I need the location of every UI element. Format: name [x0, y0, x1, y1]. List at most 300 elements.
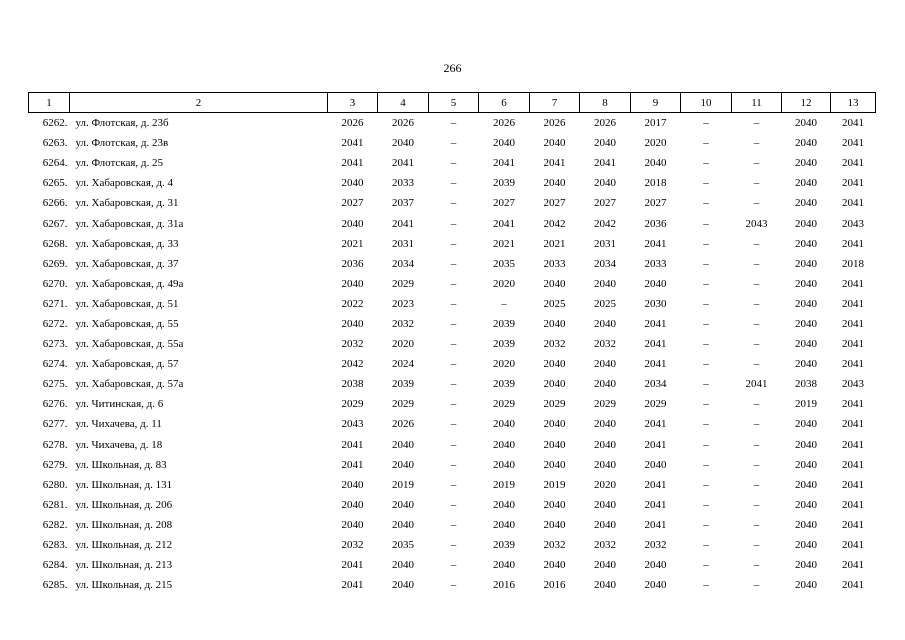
year-cell: 2040: [795, 358, 817, 371]
year-cell: 2040: [594, 498, 616, 511]
table-row: [29, 234, 876, 254]
table-row: [29, 334, 876, 354]
year-cell: 2040: [543, 177, 566, 190]
address-cell: ул. Флотская, д. 25: [75, 157, 164, 170]
address-cell: ул. Флотская, д. 23в: [75, 137, 169, 150]
address-cell: ул. Хабаровская, д. 4: [75, 177, 174, 190]
year-cell: 2040: [795, 418, 817, 431]
year-cell: 2041: [644, 338, 667, 351]
year-cell: 2041: [644, 418, 667, 431]
year-cell: –: [703, 237, 709, 250]
year-cell: 2040: [795, 438, 817, 451]
year-cell: 2043: [745, 217, 768, 230]
year-cell: 2040: [341, 277, 364, 290]
year-cell: 2020: [594, 478, 616, 491]
year-cell: 2041: [493, 217, 515, 230]
year-cell: 2040: [795, 478, 817, 491]
year-cell: 2041: [341, 438, 364, 451]
year-cell: 2040: [493, 418, 515, 431]
year-cell: 2038: [795, 378, 817, 391]
year-cell: 2018: [842, 257, 864, 270]
year-cell: –: [753, 418, 760, 431]
column-header-11: 11: [732, 93, 782, 113]
table-body: [29, 113, 876, 596]
year-cell: 2025: [543, 297, 566, 310]
year-cell: 2041: [842, 338, 864, 351]
year-cell: 2041: [644, 237, 667, 250]
table-row: [29, 475, 876, 495]
year-cell: –: [450, 197, 457, 210]
address-cell: ул. Хабаровская, д. 51: [75, 297, 179, 310]
year-cell: 2041: [842, 137, 864, 150]
address-cell: ул. Хабаровская, д. 37: [75, 257, 179, 270]
year-cell: 2025: [594, 297, 616, 310]
year-cell: 2040: [795, 257, 817, 270]
year-cell: 2020: [493, 277, 515, 290]
year-cell: 2041: [644, 518, 667, 531]
year-cell: 2041: [341, 579, 364, 592]
address-cell: ул. Школьная, д. 131: [75, 478, 173, 491]
year-cell: –: [703, 559, 709, 572]
address-cell: ул. Хабаровская, д. 57а: [75, 378, 184, 391]
year-cell: –: [753, 317, 760, 330]
year-cell: 2040: [341, 478, 364, 491]
year-cell: 2040: [543, 317, 566, 330]
year-cell: –: [703, 217, 709, 230]
year-cell: 2029: [392, 277, 414, 290]
year-cell: –: [703, 418, 709, 431]
year-cell: 2041: [842, 559, 864, 572]
address-cell: ул. Школьная, д. 213: [75, 559, 173, 572]
year-cell: 2041: [842, 478, 864, 491]
year-cell: 2040: [594, 177, 616, 190]
year-cell: –: [703, 317, 709, 330]
year-cell: –: [450, 478, 457, 491]
year-cell: 2042: [594, 217, 616, 230]
year-cell: 2041: [842, 398, 864, 411]
table-row: [29, 535, 876, 555]
year-cell: 2042: [543, 217, 566, 230]
year-cell: –: [450, 177, 457, 190]
year-cell: 2040: [795, 579, 817, 592]
row-number: 6267.: [42, 217, 68, 230]
year-cell: 2030: [644, 297, 667, 310]
year-cell: 2024: [392, 358, 414, 371]
table-row: [29, 354, 876, 374]
year-cell: –: [450, 579, 457, 592]
year-cell: –: [703, 458, 709, 471]
year-cell: 2034: [644, 378, 667, 391]
year-cell: 2040: [493, 498, 515, 511]
year-cell: 2040: [543, 458, 566, 471]
year-cell: 2029: [392, 398, 414, 411]
year-cell: 2041: [842, 438, 864, 451]
year-cell: –: [703, 438, 709, 451]
year-cell: 2033: [392, 177, 414, 190]
year-cell: 2041: [644, 478, 667, 491]
row-number: 6276.: [42, 398, 68, 411]
year-cell: 2041: [842, 237, 864, 250]
address-cell: ул. Хабаровская, д. 57: [75, 358, 179, 371]
year-cell: 2040: [392, 518, 414, 531]
table-row: [29, 515, 876, 535]
year-cell: 2040: [594, 137, 616, 150]
table-row: [29, 193, 876, 213]
year-cell: 2040: [644, 559, 667, 572]
year-cell: 2040: [594, 317, 616, 330]
year-cell: 2040: [644, 579, 667, 592]
year-cell: 2027: [341, 197, 364, 210]
year-cell: –: [450, 317, 457, 330]
address-cell: ул. Хабаровская, д. 31а: [75, 217, 184, 230]
year-cell: –: [450, 398, 457, 411]
year-cell: 2031: [594, 237, 616, 250]
year-cell: 2039: [392, 378, 414, 391]
row-number: 6281.: [42, 498, 68, 511]
year-cell: –: [703, 498, 709, 511]
year-cell: 2040: [795, 197, 817, 210]
year-cell: 2039: [493, 177, 515, 190]
row-number: 6277.: [42, 418, 68, 431]
row-number: 6266.: [42, 197, 68, 210]
column-header-5: 5: [429, 93, 479, 113]
row-number: 6271.: [42, 297, 68, 310]
year-cell: –: [703, 197, 709, 210]
year-cell: 2034: [392, 257, 414, 270]
year-cell: –: [753, 539, 760, 552]
address-cell: ул. Чихачева, д. 18: [75, 438, 163, 451]
year-cell: 2033: [543, 257, 566, 270]
year-cell: –: [753, 478, 760, 491]
year-cell: 2041: [644, 317, 667, 330]
year-cell: 2041: [842, 458, 864, 471]
year-cell: 2040: [543, 277, 566, 290]
year-cell: 2040: [392, 559, 414, 572]
year-cell: 2040: [594, 358, 616, 371]
year-cell: 2041: [842, 117, 864, 130]
year-cell: –: [703, 539, 709, 552]
table-row: [29, 495, 876, 515]
year-cell: –: [753, 137, 760, 150]
year-cell: 2040: [594, 458, 616, 471]
row-number: 6273.: [42, 338, 68, 351]
row-number: 6264.: [42, 157, 68, 170]
year-cell: 2041: [392, 217, 414, 230]
year-cell: 2032: [543, 338, 566, 351]
year-cell: 2029: [341, 398, 364, 411]
table-row: [29, 153, 876, 173]
year-cell: 2022: [341, 297, 364, 310]
row-number: 6284.: [42, 559, 68, 572]
table-row: [29, 274, 876, 294]
column-header-4: 4: [378, 93, 429, 113]
column-header-7: 7: [530, 93, 580, 113]
year-cell: 2040: [341, 498, 364, 511]
year-cell: –: [450, 157, 457, 170]
year-cell: 2026: [493, 117, 515, 130]
table-row: [29, 414, 876, 434]
row-number: 6272.: [42, 317, 68, 330]
year-cell: –: [703, 579, 709, 592]
year-cell: 2026: [594, 117, 616, 130]
year-cell: 2020: [644, 137, 667, 150]
year-cell: 2040: [795, 297, 817, 310]
year-cell: 2040: [392, 579, 414, 592]
year-cell: 2040: [341, 177, 364, 190]
year-cell: 2040: [543, 378, 566, 391]
year-cell: 2019: [493, 478, 515, 491]
year-cell: 2040: [341, 518, 364, 531]
address-cell: ул. Школьная, д. 212: [75, 539, 173, 552]
year-cell: 2040: [543, 518, 566, 531]
address-cell: ул. Школьная, д. 215: [75, 579, 173, 592]
year-cell: 2040: [644, 458, 667, 471]
row-number: 6285.: [42, 579, 68, 592]
year-cell: 2040: [594, 277, 616, 290]
year-cell: 2027: [594, 197, 616, 210]
year-cell: –: [753, 338, 760, 351]
year-cell: 2032: [392, 317, 414, 330]
year-cell: –: [753, 358, 760, 371]
year-cell: 2040: [543, 358, 566, 371]
year-cell: –: [450, 498, 457, 511]
year-cell: 2040: [795, 539, 817, 552]
year-cell: 2040: [392, 438, 414, 451]
year-cell: –: [703, 338, 709, 351]
year-cell: 2041: [842, 157, 864, 170]
year-cell: 2041: [644, 358, 667, 371]
year-cell: 2040: [594, 438, 616, 451]
table-row: [29, 213, 876, 233]
year-cell: –: [753, 157, 760, 170]
year-cell: 2039: [493, 338, 515, 351]
year-cell: 2041: [341, 559, 364, 572]
year-cell: 2040: [795, 317, 817, 330]
year-cell: 2040: [493, 518, 515, 531]
table-row: [29, 113, 876, 134]
row-number: 6265.: [42, 177, 68, 190]
year-cell: 2041: [493, 157, 515, 170]
table-row: [29, 374, 876, 394]
year-cell: 2029: [543, 398, 566, 411]
year-cell: 2041: [842, 579, 864, 592]
row-number: 6278.: [42, 438, 68, 451]
year-cell: –: [753, 117, 760, 130]
year-cell: 2035: [392, 539, 414, 552]
year-cell: 2040: [543, 418, 566, 431]
year-cell: 2040: [795, 117, 817, 130]
column-header-6: 6: [479, 93, 530, 113]
year-cell: 2040: [795, 498, 817, 511]
year-cell: –: [450, 438, 457, 451]
table-row: [29, 294, 876, 314]
year-cell: 2041: [644, 438, 667, 451]
year-cell: –: [753, 237, 760, 250]
address-cell: ул. Школьная, д. 206: [75, 498, 173, 511]
year-cell: 2032: [341, 539, 364, 552]
row-number: 6283.: [42, 539, 68, 552]
address-cell: ул. Школьная, д. 83: [75, 458, 167, 471]
year-cell: –: [753, 177, 760, 190]
year-cell: –: [703, 478, 709, 491]
year-cell: 2040: [795, 217, 817, 230]
table-row: [29, 575, 876, 595]
year-cell: 2039: [493, 378, 515, 391]
row-number: 6270.: [42, 277, 68, 290]
year-cell: –: [703, 177, 709, 190]
year-cell: 2027: [543, 197, 566, 210]
column-header-10: 10: [681, 93, 732, 113]
year-cell: –: [753, 518, 760, 531]
table-row: [29, 555, 876, 575]
year-cell: 2041: [842, 177, 864, 190]
year-cell: –: [703, 277, 709, 290]
year-cell: 2037: [392, 197, 414, 210]
year-cell: 2017: [644, 117, 667, 130]
year-cell: 2040: [644, 277, 667, 290]
year-cell: 2040: [493, 559, 515, 572]
year-cell: 2029: [594, 398, 616, 411]
year-cell: 2043: [842, 217, 864, 230]
address-cell: ул. Чихачева, д. 11: [75, 418, 162, 431]
year-cell: –: [703, 358, 709, 371]
year-cell: 2016: [493, 579, 515, 592]
year-cell: –: [753, 498, 760, 511]
column-header-8: 8: [580, 93, 631, 113]
year-cell: 2041: [842, 197, 864, 210]
year-cell: 2019: [543, 478, 566, 491]
year-cell: 2040: [644, 157, 667, 170]
year-cell: –: [450, 217, 457, 230]
year-cell: –: [753, 559, 760, 572]
row-number: 6269.: [42, 257, 68, 270]
year-cell: 2040: [543, 137, 566, 150]
year-cell: 2021: [543, 237, 566, 250]
year-cell: 2040: [594, 559, 616, 572]
table-row: [29, 394, 876, 414]
year-cell: 2040: [795, 338, 817, 351]
year-cell: –: [450, 137, 457, 150]
year-cell: –: [450, 277, 457, 290]
year-cell: –: [703, 157, 709, 170]
year-cell: 2043: [341, 418, 364, 431]
year-cell: 2032: [341, 338, 364, 351]
year-cell: 2019: [795, 398, 817, 411]
year-cell: 2027: [493, 197, 515, 210]
year-cell: 2035: [493, 257, 515, 270]
year-cell: 2040: [795, 518, 817, 531]
year-cell: 2029: [644, 398, 667, 411]
year-cell: 2042: [341, 358, 364, 371]
year-cell: –: [703, 137, 709, 150]
column-header-2: 2: [70, 93, 328, 113]
year-cell: 2039: [493, 317, 515, 330]
year-cell: 2040: [392, 137, 414, 150]
housing-register-table: [28, 92, 876, 595]
year-cell: 2041: [842, 358, 864, 371]
year-cell: –: [450, 458, 457, 471]
year-cell: –: [753, 257, 760, 270]
year-cell: 2043: [842, 378, 864, 391]
year-cell: 2041: [842, 539, 864, 552]
column-header-9: 9: [631, 93, 681, 113]
year-cell: 2031: [392, 237, 414, 250]
address-cell: ул. Школьная, д. 208: [75, 518, 173, 531]
table-row: [29, 435, 876, 455]
column-header-13: 13: [831, 93, 876, 113]
year-cell: 2040: [594, 518, 616, 531]
year-cell: 2040: [795, 157, 817, 170]
year-cell: –: [703, 398, 709, 411]
year-cell: 2041: [594, 157, 616, 170]
year-cell: 2019: [392, 478, 414, 491]
year-cell: –: [703, 297, 709, 310]
row-number: 6275.: [42, 378, 68, 391]
column-header-1: 1: [29, 93, 70, 113]
year-cell: –: [753, 197, 760, 210]
year-cell: 2034: [594, 257, 616, 270]
year-cell: 2036: [644, 217, 667, 230]
year-cell: 2036: [341, 257, 364, 270]
year-cell: 2041: [341, 458, 364, 471]
year-cell: –: [450, 358, 457, 371]
year-cell: –: [450, 237, 457, 250]
year-cell: 2041: [341, 137, 364, 150]
year-cell: 2041: [745, 378, 768, 391]
year-cell: 2040: [594, 579, 616, 592]
year-cell: 2040: [795, 177, 817, 190]
year-cell: 2027: [644, 197, 667, 210]
year-cell: 2033: [644, 257, 667, 270]
row-number: 6268.: [42, 237, 68, 250]
year-cell: 2021: [493, 237, 515, 250]
table-row: [29, 133, 876, 153]
year-cell: 2032: [543, 539, 566, 552]
page-number: 266: [443, 61, 462, 75]
year-cell: –: [753, 458, 760, 471]
year-cell: 2032: [594, 338, 616, 351]
year-cell: 2032: [594, 539, 616, 552]
year-cell: 2041: [543, 157, 566, 170]
year-cell: –: [753, 297, 760, 310]
year-cell: 2023: [392, 297, 414, 310]
year-cell: 2040: [493, 137, 515, 150]
table-row: [29, 173, 876, 193]
year-cell: –: [501, 297, 507, 310]
year-cell: 2040: [795, 559, 817, 572]
address-cell: ул. Хабаровская, д. 33: [75, 237, 179, 250]
year-cell: –: [703, 518, 709, 531]
year-cell: –: [450, 257, 457, 270]
year-cell: 2040: [594, 418, 616, 431]
year-cell: 2020: [392, 338, 414, 351]
year-cell: –: [753, 438, 760, 451]
year-cell: 2029: [493, 398, 515, 411]
year-cell: –: [450, 559, 457, 572]
year-cell: 2040: [493, 458, 515, 471]
year-cell: –: [450, 297, 457, 310]
column-header-3: 3: [328, 93, 378, 113]
year-cell: 2041: [842, 418, 864, 431]
year-cell: 2041: [842, 498, 864, 511]
year-cell: 2018: [644, 177, 667, 190]
year-cell: 2040: [795, 137, 817, 150]
year-cell: 2041: [842, 518, 864, 531]
year-cell: 2040: [795, 277, 817, 290]
row-number: 6263.: [42, 137, 68, 150]
year-cell: 2032: [644, 539, 667, 552]
year-cell: 2041: [341, 157, 364, 170]
